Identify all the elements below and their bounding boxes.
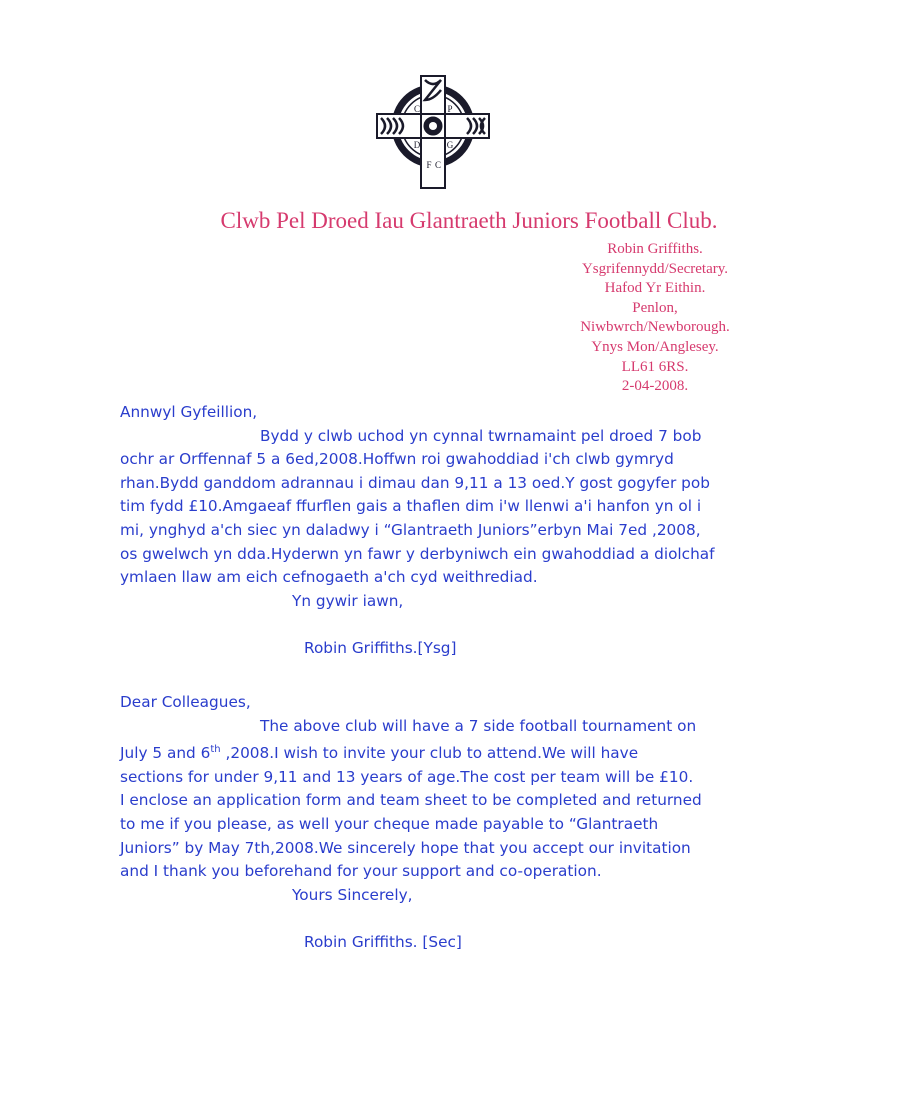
english-body-line: to me if you please, as well your cheque made payable to “Glantraeth [120, 815, 659, 834]
crest-letter-d: D [413, 140, 421, 150]
address-line: LL61 6RS. [621, 358, 689, 375]
english-date-prefix: July 5 and 6 [120, 744, 211, 763]
crest-letter-g: G [446, 140, 454, 150]
english-body-line [120, 738, 760, 766]
welsh-salutation: Annwyl Gyfeillion, [120, 403, 258, 421]
address-line: Hafod Yr Eithin. [604, 280, 706, 297]
crest-letter-p: P [447, 104, 453, 114]
welsh-body-line: tim fydd £10.Amgaeaf ffurflen gais a thaflen dim i'w llenwi a'i hanfon yn ol i [120, 497, 702, 516]
club-name-heading: Clwb Pel Droed Iau Glantraeth Juniors Football Club. [220, 208, 718, 233]
crest-letter-c2: C [434, 160, 442, 170]
address-line: Niwbwrch/Newborough. [580, 319, 730, 336]
address-line: Robin Griffiths. [607, 241, 703, 257]
welsh-body-line: os gwelwch yn dda.Hyderwn yn fawr y derbyniwch ein gwahoddiad a diolchaf [120, 544, 715, 563]
address-line: Penlon, [632, 299, 678, 316]
english-date-suffix: th [210, 744, 221, 756]
english-body-line: I enclose an application form and team sheet to be completed and returned [120, 791, 702, 810]
english-salutation: Dear Colleagues, [120, 693, 251, 711]
club-crest-logo [372, 70, 494, 192]
welsh-closing: Yn gywir iawn, [292, 591, 404, 610]
english-body-line: Juniors” by May 7th,2008.We sincerely hope that you accept our invitation [120, 838, 691, 857]
english-closing: Yours Sincerely, [292, 885, 413, 904]
welsh-letter [120, 401, 760, 661]
sender-address [530, 240, 780, 397]
letter-date: 2-04-2008. [621, 378, 689, 395]
welsh-body-line: mi, ynghyd a'ch siec yn daladwy i “Glantraeth Juniors”erbyn Mai 7ed ,2008, [120, 520, 701, 539]
welsh-signature: Robin Griffiths.[Ysg] [304, 639, 457, 658]
english-date-rest: ,2008.I wish to invite your club to attend.We will have [220, 744, 639, 763]
english-signature: Robin Griffiths. [Sec] [304, 933, 462, 952]
welsh-body-line: Bydd y clwb uchod yn cynnal twrnamaint pel droed 7 bob [260, 426, 702, 445]
crest-letter-f: F [426, 160, 432, 170]
english-body-line: and I thank you beforehand for your support and co-operation. [120, 862, 602, 881]
english-letter [120, 691, 760, 955]
address-line: Ysgrifennydd/Secretary. [581, 260, 729, 277]
crest-letter-c: C [413, 104, 421, 114]
address-line: Ynys Mon/Anglesey. [591, 338, 719, 355]
english-body-line: The above club will have a 7 side football tournament on [260, 716, 697, 735]
welsh-body-line: ochr ar Orffennaf 5 a 6ed,2008.Hoffwn roi gwahoddiad i'ch clwb gymryd [120, 450, 674, 469]
welsh-body-line: rhan.Bydd ganddom adrannau i dimau dan 9,11 a 13 oed.Y gost gogyfer pob [120, 473, 710, 492]
welsh-body-line: ymlaen llaw am eich cefnogaeth a'ch cyd weithrediad. [120, 568, 538, 587]
english-body-line: sections for under 9,11 and 13 years of age.The cost per team will be £10. [120, 767, 694, 786]
